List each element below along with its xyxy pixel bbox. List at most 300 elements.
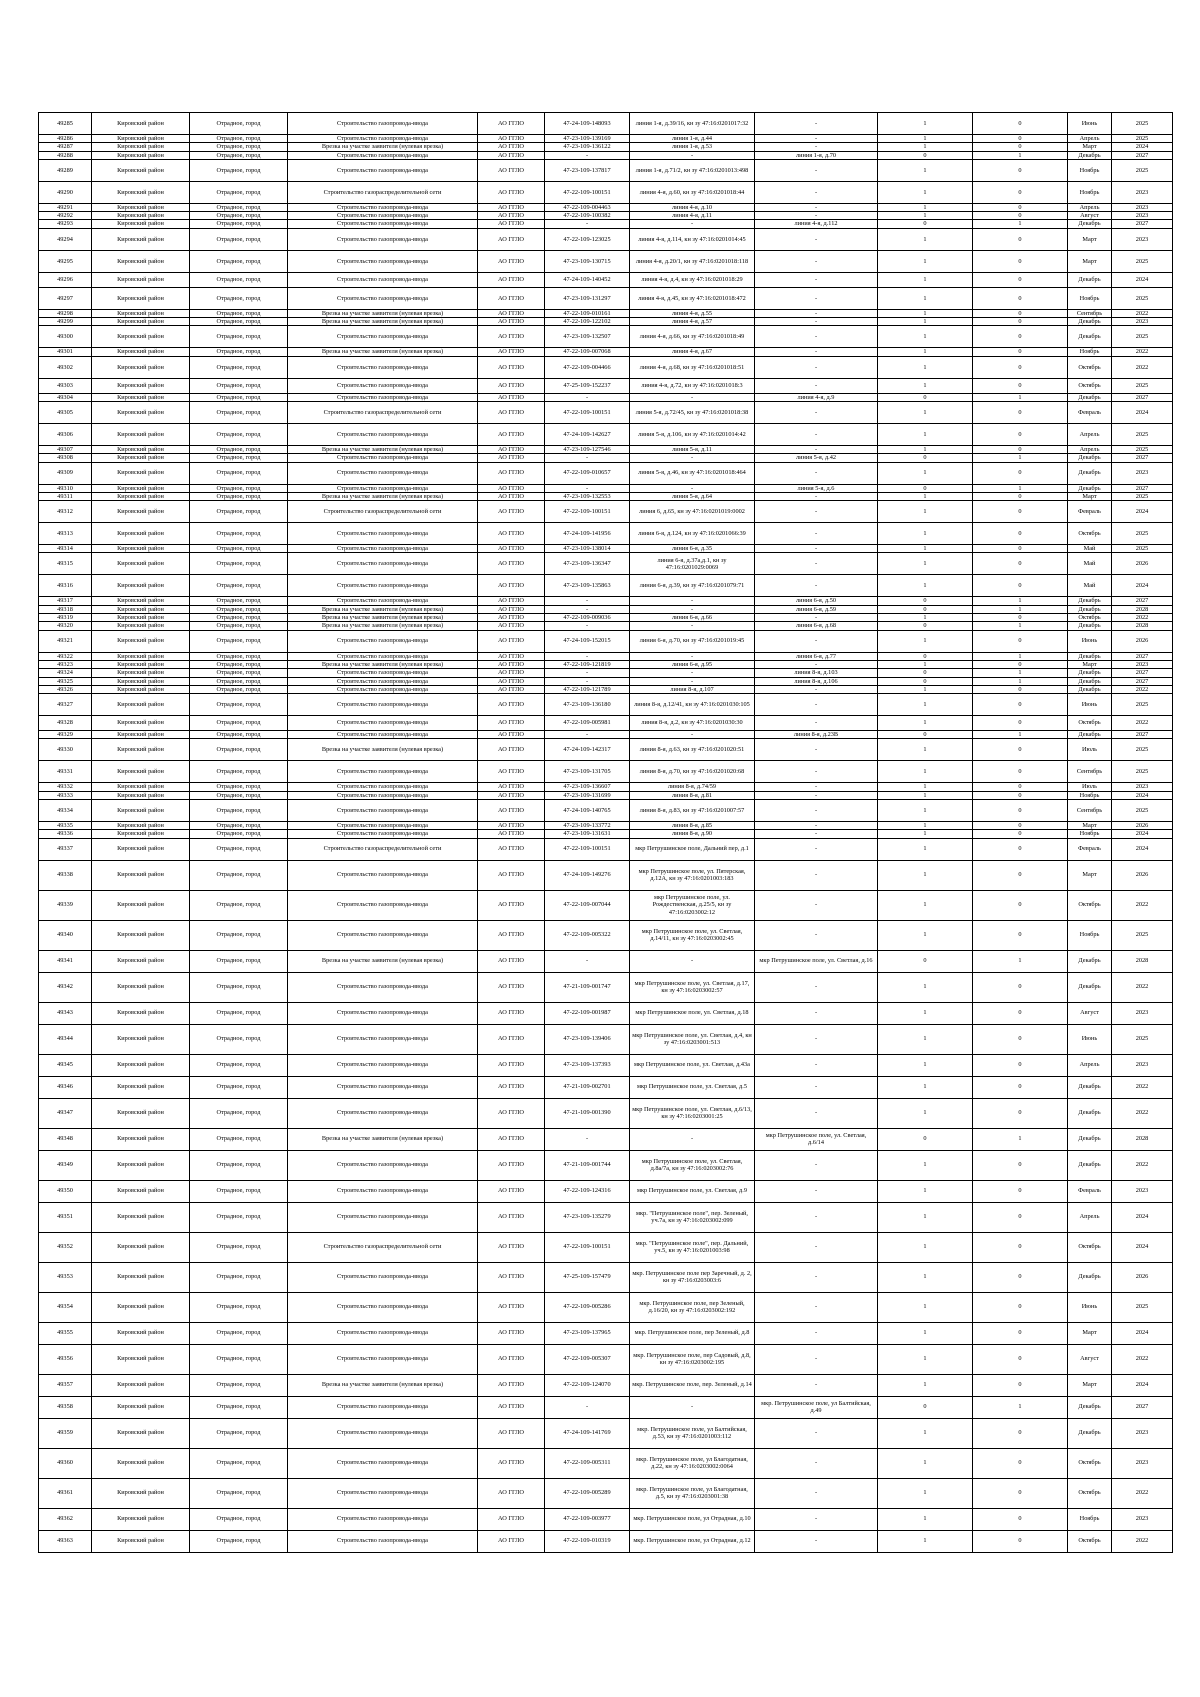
cell-settlement: Отрадное, город (190, 622, 288, 630)
cell-count-planned: 0 (973, 1292, 1068, 1322)
cell-address-planned: - (755, 309, 878, 317)
cell-settlement: Отрадное, город (190, 1150, 288, 1180)
cell-month: Август (1068, 1002, 1112, 1024)
cell-contract-number: 47-22-109-100151 (545, 838, 630, 860)
cell-count-planned: 1 (973, 454, 1068, 462)
cell-month: Март (1068, 250, 1112, 272)
cell-work-type: Строительство газопровода-ввода (288, 1180, 478, 1202)
table-row (39, 523, 1173, 545)
cell-year: 2023 (1112, 1418, 1173, 1448)
cell-row-number: 49363 (39, 1530, 92, 1552)
cell-work-type: Строительство газопровода-ввода (288, 423, 478, 445)
cell-month: Октябрь (1068, 1478, 1112, 1508)
cell-work-type: Врезка на участке заявителя (нулевая врезка) (288, 309, 478, 317)
cell-month: Декабрь (1068, 484, 1112, 492)
cell-district: Кировский район (92, 545, 190, 553)
cell-count-contract: 1 (878, 1232, 973, 1262)
cell-row-number: 49350 (39, 1180, 92, 1202)
cell-row-number: 49308 (39, 454, 92, 462)
cell-count-contract: 0 (878, 393, 973, 401)
cell-organization: АО ГГЛО (478, 1396, 545, 1418)
cell-count-planned: 0 (973, 1374, 1068, 1396)
cell-settlement: Отрадное, город (190, 860, 288, 890)
cell-count-contract: 1 (878, 1262, 973, 1292)
cell-district: Кировский район (92, 423, 190, 445)
cell-settlement: Отрадное, город (190, 1448, 288, 1478)
cell-settlement: Отрадное, город (190, 1054, 288, 1076)
cell-address-planned: - (755, 143, 878, 151)
cell-row-number: 49339 (39, 890, 92, 920)
table-row (39, 838, 1173, 860)
cell-count-planned: 0 (973, 822, 1068, 830)
cell-address-planned: линия 8-я, д.103 (755, 669, 878, 677)
cell-year: 2023 (1112, 181, 1173, 203)
table-row (39, 1054, 1173, 1076)
cell-count-contract: 1 (878, 972, 973, 1002)
cell-work-type: Строительство газопровода-ввода (288, 791, 478, 799)
cell-year: 2024 (1112, 830, 1173, 838)
cell-count-planned: 0 (973, 1076, 1068, 1098)
cell-row-number: 49295 (39, 250, 92, 272)
table-row (39, 326, 1173, 348)
cell-month: Сентябрь (1068, 309, 1112, 317)
cell-count-planned: 0 (973, 685, 1068, 693)
cell-count-planned: 0 (973, 250, 1068, 272)
cell-year: 2028 (1112, 622, 1173, 630)
cell-work-type: Строительство газопровода-ввода (288, 597, 478, 605)
cell-district: Кировский район (92, 660, 190, 668)
cell-year: 2022 (1112, 1150, 1173, 1180)
table-row (39, 501, 1173, 523)
cell-row-number: 49333 (39, 791, 92, 799)
cell-organization: АО ГГЛО (478, 203, 545, 211)
cell-year: 2023 (1112, 660, 1173, 668)
cell-work-type: Строительство газопровода-ввода (288, 1262, 478, 1292)
cell-district: Кировский район (92, 356, 190, 378)
cell-year: 2022 (1112, 972, 1173, 1002)
cell-address-planned: - (755, 501, 878, 523)
cell-address-planned: - (755, 523, 878, 545)
cell-organization: АО ГГЛО (478, 393, 545, 401)
cell-year: 2025 (1112, 694, 1173, 716)
cell-address-planned: - (755, 1262, 878, 1292)
cell-settlement: Отрадное, город (190, 1128, 288, 1150)
cell-month: Декабрь (1068, 950, 1112, 972)
cell-count-planned: 1 (973, 1128, 1068, 1150)
cell-organization: АО ГГЛО (478, 318, 545, 326)
cell-district: Кировский район (92, 614, 190, 622)
cell-work-type: Врезка на участке заявителя (нулевая врезка) (288, 348, 478, 356)
cell-district: Кировский район (92, 1098, 190, 1128)
cell-count-planned: 0 (973, 739, 1068, 761)
cell-month: Декабрь (1068, 622, 1112, 630)
cell-row-number: 49290 (39, 181, 92, 203)
cell-count-contract: 1 (878, 159, 973, 181)
cell-address-planned: - (755, 212, 878, 220)
cell-address-contract: линия 1-я, д.53 (630, 143, 755, 151)
cell-address-planned: - (755, 318, 878, 326)
cell-year: 2023 (1112, 1002, 1173, 1024)
cell-contract-number: 47-22-109-100382 (545, 212, 630, 220)
cell-address-contract: линия 4-я, д.20/1, кн зу 47:16:0201018:118 (630, 250, 755, 272)
cell-contract-number: 47-23-109-136607 (545, 783, 630, 791)
cell-settlement: Отрадное, город (190, 181, 288, 203)
cell-count-planned: 0 (973, 791, 1068, 799)
cell-district: Кировский район (92, 159, 190, 181)
cell-address-planned: мкр. Петрушинское поле, ул Балтийская, д.49 (755, 1396, 878, 1418)
cell-district: Кировский район (92, 484, 190, 492)
cell-count-contract: 0 (878, 731, 973, 739)
cell-work-type: Строительство газопровода-ввода (288, 326, 478, 348)
cell-work-type: Строительство газопровода-ввода (288, 1418, 478, 1448)
cell-district: Кировский район (92, 287, 190, 309)
cell-row-number: 49324 (39, 669, 92, 677)
cell-work-type: Врезка на участке заявителя (нулевая врезка) (288, 492, 478, 500)
cell-count-contract: 1 (878, 212, 973, 220)
cell-address-planned: - (755, 1344, 878, 1374)
cell-year: 2025 (1112, 135, 1173, 143)
cell-count-planned: 0 (973, 1024, 1068, 1054)
table-row (39, 159, 1173, 181)
cell-count-contract: 1 (878, 1344, 973, 1374)
cell-address-contract: линия 6-я, д.70, кн зу 47:16:0201019:45 (630, 630, 755, 652)
table-row (39, 1202, 1173, 1232)
cell-address-planned: - (755, 830, 878, 838)
cell-address-planned: - (755, 1002, 878, 1024)
cell-address-contract: мкр Петрушинское поле, ул. Светлая, д.17, кн зу 47:16:0203002:57 (630, 972, 755, 1002)
cell-row-number: 49306 (39, 423, 92, 445)
cell-settlement: Отрадное, город (190, 1418, 288, 1448)
cell-count-contract: 1 (878, 356, 973, 378)
cell-settlement: Отрадное, город (190, 694, 288, 716)
cell-row-number: 49303 (39, 378, 92, 393)
cell-settlement: Отрадное, город (190, 669, 288, 677)
cell-count-contract: 1 (878, 1292, 973, 1322)
cell-count-planned: 0 (973, 113, 1068, 135)
cell-address-contract: мкр Петрушинское поле, ул. Пятерская, д.12А, кн зу 47:16:0201003:183 (630, 860, 755, 890)
cell-district: Кировский район (92, 761, 190, 783)
cell-work-type: Строительство газопровода-ввода (288, 462, 478, 484)
cell-month: Декабрь (1068, 1396, 1112, 1418)
cell-address-contract: линия 5-я, д.11 (630, 445, 755, 453)
cell-month: Ноябрь (1068, 181, 1112, 203)
cell-organization: АО ГГЛО (478, 761, 545, 783)
cell-organization: АО ГГЛО (478, 378, 545, 393)
cell-address-planned: линия 6-я, д.50 (755, 597, 878, 605)
cell-row-number: 49345 (39, 1054, 92, 1076)
cell-year: 2027 (1112, 652, 1173, 660)
cell-address-planned: - (755, 1054, 878, 1076)
cell-count-planned: 1 (973, 220, 1068, 228)
cell-year: 2022 (1112, 1478, 1173, 1508)
cell-address-contract: линия 8-я, д.90 (630, 830, 755, 838)
cell-address-planned: - (755, 920, 878, 950)
cell-settlement: Отрадное, город (190, 1098, 288, 1128)
cell-settlement: Отрадное, город (190, 220, 288, 228)
table-row (39, 1292, 1173, 1322)
cell-district: Кировский район (92, 523, 190, 545)
cell-count-contract: 1 (878, 685, 973, 693)
cell-district: Кировский район (92, 1232, 190, 1262)
cell-count-planned: 0 (973, 1150, 1068, 1180)
cell-work-type: Врезка на участке заявителя (нулевая врезка) (288, 622, 478, 630)
cell-month: Ноябрь (1068, 791, 1112, 799)
table-row (39, 1322, 1173, 1344)
cell-organization: АО ГГЛО (478, 445, 545, 453)
cell-row-number: 49330 (39, 739, 92, 761)
cell-organization: АО ГГЛО (478, 212, 545, 220)
cell-contract-number: - (545, 1128, 630, 1150)
cell-count-planned: 1 (973, 731, 1068, 739)
cell-settlement: Отрадное, город (190, 143, 288, 151)
table-row (39, 318, 1173, 326)
cell-organization: АО ГГЛО (478, 739, 545, 761)
cell-year: 2026 (1112, 630, 1173, 652)
cell-month: Октябрь (1068, 614, 1112, 622)
cell-row-number: 49331 (39, 761, 92, 783)
cell-count-planned: 0 (973, 1478, 1068, 1508)
cell-address-contract: мкр. Петрушинское поле, ул Отрадная, д.10 (630, 1508, 755, 1530)
cell-row-number: 49310 (39, 484, 92, 492)
cell-row-number: 49320 (39, 622, 92, 630)
table-row (39, 1418, 1173, 1448)
cell-month: Февраль (1068, 1180, 1112, 1202)
cell-contract-number: 47-23-109-138014 (545, 545, 630, 553)
cell-contract-number: 47-21-109-002701 (545, 1076, 630, 1098)
cell-contract-number: 47-23-109-132507 (545, 326, 630, 348)
cell-count-planned: 0 (973, 783, 1068, 791)
table-row (39, 203, 1173, 211)
cell-work-type: Строительство газопровода-ввода (288, 677, 478, 685)
cell-work-type: Строительство газораспределительной сети (288, 401, 478, 423)
cell-contract-number: 47-22-109-100151 (545, 501, 630, 523)
cell-settlement: Отрадное, город (190, 685, 288, 693)
cell-district: Кировский район (92, 454, 190, 462)
table-row (39, 1002, 1173, 1024)
cell-count-contract: 1 (878, 462, 973, 484)
cell-organization: АО ГГЛО (478, 860, 545, 890)
cell-row-number: 49304 (39, 393, 92, 401)
cell-address-contract: - (630, 220, 755, 228)
cell-organization: АО ГГЛО (478, 1418, 545, 1448)
cell-count-planned: 0 (973, 318, 1068, 326)
cell-work-type: Строительство газопровода-ввода (288, 830, 478, 838)
cell-settlement: Отрадное, город (190, 1262, 288, 1292)
cell-count-planned: 0 (973, 378, 1068, 393)
cell-month: Октябрь (1068, 1448, 1112, 1478)
cell-address-contract: мкр. "Петрушинское поле", пер. Зеленый, уч.7а, кн зу 47:16:0203002:099 (630, 1202, 755, 1232)
cell-work-type: Строительство газопровода-ввода (288, 1024, 478, 1054)
cell-address-contract: линия 5-я, д.72/45, кн зу 47:16:0201018:38 (630, 401, 755, 423)
cell-address-planned: - (755, 1478, 878, 1508)
cell-district: Кировский район (92, 575, 190, 597)
cell-year: 2024 (1112, 1202, 1173, 1232)
cell-organization: АО ГГЛО (478, 545, 545, 553)
cell-count-contract: 1 (878, 694, 973, 716)
cell-count-contract: 1 (878, 401, 973, 423)
cell-count-contract: 1 (878, 860, 973, 890)
cell-address-contract: - (630, 652, 755, 660)
cell-address-planned: линия 6-я, д.59 (755, 605, 878, 613)
cell-district: Кировский район (92, 1202, 190, 1232)
cell-work-type: Строительство газопровода-ввода (288, 220, 478, 228)
table-row (39, 423, 1173, 445)
cell-organization: АО ГГЛО (478, 553, 545, 575)
cell-address-planned: линия 8-я, д.23В (755, 731, 878, 739)
cell-count-contract: 1 (878, 1076, 973, 1098)
cell-count-contract: 0 (878, 484, 973, 492)
cell-row-number: 49319 (39, 614, 92, 622)
cell-row-number: 49361 (39, 1478, 92, 1508)
cell-count-planned: 0 (973, 423, 1068, 445)
cell-settlement: Отрадное, город (190, 272, 288, 287)
cell-year: 2028 (1112, 950, 1173, 972)
cell-year: 2022 (1112, 356, 1173, 378)
cell-month: Ноябрь (1068, 159, 1112, 181)
cell-row-number: 49318 (39, 605, 92, 613)
cell-settlement: Отрадное, город (190, 1024, 288, 1054)
cell-row-number: 49360 (39, 1448, 92, 1478)
cell-address-planned: - (755, 135, 878, 143)
cell-count-planned: 1 (973, 597, 1068, 605)
cell-address-contract: мкр Петрушинское поле, ул. Светлая, д.43а (630, 1054, 755, 1076)
cell-month: Декабрь (1068, 1128, 1112, 1150)
cell-count-planned: 0 (973, 287, 1068, 309)
cell-month: Февраль (1068, 838, 1112, 860)
cell-organization: АО ГГЛО (478, 685, 545, 693)
cell-contract-number: 47-23-109-136180 (545, 694, 630, 716)
cell-month: Октябрь (1068, 378, 1112, 393)
cell-row-number: 49298 (39, 309, 92, 317)
cell-count-contract: 1 (878, 791, 973, 799)
cell-count-contract: 0 (878, 1128, 973, 1150)
cell-settlement: Отрадное, город (190, 401, 288, 423)
cell-district: Кировский район (92, 1448, 190, 1478)
cell-count-contract: 1 (878, 630, 973, 652)
cell-count-contract: 1 (878, 822, 973, 830)
cell-address-planned: - (755, 838, 878, 860)
table-row (39, 1448, 1173, 1478)
cell-contract-number: - (545, 950, 630, 972)
cell-address-contract: мкр. Петрушинское поле, пер. Зеленый, д.14 (630, 1374, 755, 1396)
cell-row-number: 49293 (39, 220, 92, 228)
cell-address-contract: мкр. Петрушинское поле, пер Садовый, д.8, кн зу 47:16:0203002:195 (630, 1344, 755, 1374)
cell-address-planned: - (755, 1322, 878, 1344)
table-row (39, 545, 1173, 553)
cell-count-contract: 1 (878, 423, 973, 445)
cell-year: 2025 (1112, 113, 1173, 135)
cell-row-number: 49326 (39, 685, 92, 693)
cell-district: Кировский район (92, 1508, 190, 1530)
cell-row-number: 49315 (39, 553, 92, 575)
cell-year: 2022 (1112, 309, 1173, 317)
cell-organization: АО ГГЛО (478, 1098, 545, 1128)
cell-work-type: Строительство газопровода-ввода (288, 761, 478, 783)
table-row (39, 660, 1173, 668)
cell-year: 2025 (1112, 326, 1173, 348)
cell-address-contract: - (630, 393, 755, 401)
cell-settlement: Отрадное, город (190, 605, 288, 613)
cell-count-contract: 1 (878, 1002, 973, 1024)
cell-settlement: Отрадное, город (190, 492, 288, 500)
cell-work-type: Врезка на участке заявителя (нулевая врезка) (288, 1374, 478, 1396)
cell-month: Декабрь (1068, 597, 1112, 605)
cell-address-contract: линия 8-я, д.85 (630, 822, 755, 830)
cell-organization: АО ГГЛО (478, 630, 545, 652)
cell-district: Кировский район (92, 920, 190, 950)
cell-district: Кировский район (92, 181, 190, 203)
cell-row-number: 49359 (39, 1418, 92, 1448)
cell-settlement: Отрадное, город (190, 228, 288, 250)
cell-organization: АО ГГЛО (478, 1232, 545, 1262)
cell-organization: АО ГГЛО (478, 401, 545, 423)
cell-contract-number: 47-23-109-131705 (545, 761, 630, 783)
cell-address-contract: - (630, 597, 755, 605)
cell-work-type: Строительство газопровода-ввода (288, 694, 478, 716)
cell-work-type: Строительство газопровода-ввода (288, 731, 478, 739)
cell-address-contract: линия 4-я, д.66, кн зу 47:16:0201018:49 (630, 326, 755, 348)
table-row (39, 890, 1173, 920)
cell-month: Апрель (1068, 445, 1112, 453)
cell-month: Февраль (1068, 401, 1112, 423)
cell-organization: АО ГГЛО (478, 1180, 545, 1202)
cell-contract-number: 47-24-109-149276 (545, 860, 630, 890)
cell-row-number: 49302 (39, 356, 92, 378)
cell-organization: АО ГГЛО (478, 830, 545, 838)
table-row (39, 135, 1173, 143)
cell-count-contract: 1 (878, 309, 973, 317)
cell-work-type: Строительство газораспределительной сети (288, 838, 478, 860)
cell-address-planned: линия 4-я, д.112 (755, 220, 878, 228)
cell-work-type: Строительство газопровода-ввода (288, 800, 478, 822)
cell-district: Кировский район (92, 462, 190, 484)
cell-row-number: 49323 (39, 660, 92, 668)
cell-settlement: Отрадное, город (190, 501, 288, 523)
cell-contract-number: 47-22-109-100151 (545, 401, 630, 423)
cell-count-contract: 0 (878, 622, 973, 630)
cell-address-planned: - (755, 800, 878, 822)
cell-work-type: Строительство газопровода-ввода (288, 553, 478, 575)
cell-count-contract: 1 (878, 1478, 973, 1508)
cell-count-contract: 0 (878, 220, 973, 228)
cell-district: Кировский район (92, 326, 190, 348)
cell-month: Март (1068, 228, 1112, 250)
cell-district: Кировский район (92, 135, 190, 143)
cell-year: 2023 (1112, 1508, 1173, 1530)
cell-address-planned: - (755, 685, 878, 693)
cell-address-planned: линия 8-я, д.106 (755, 677, 878, 685)
cell-address-contract: - (630, 669, 755, 677)
cell-year: 2023 (1112, 203, 1173, 211)
cell-count-planned: 0 (973, 800, 1068, 822)
cell-month: Март (1068, 143, 1112, 151)
cell-month: Апрель (1068, 423, 1112, 445)
cell-organization: АО ГГЛО (478, 1002, 545, 1024)
cell-contract-number: - (545, 454, 630, 462)
cell-settlement: Отрадное, город (190, 393, 288, 401)
cell-count-planned: 0 (973, 972, 1068, 1002)
cell-count-planned: 0 (973, 761, 1068, 783)
cell-contract-number: 47-22-109-124316 (545, 1180, 630, 1202)
cell-year: 2027 (1112, 151, 1173, 159)
cell-work-type: Строительство газопровода-ввода (288, 685, 478, 693)
cell-organization: АО ГГЛО (478, 272, 545, 287)
cell-count-contract: 0 (878, 151, 973, 159)
cell-work-type: Строительство газопровода-ввода (288, 575, 478, 597)
cell-settlement: Отрадное, город (190, 1202, 288, 1232)
cell-organization: АО ГГЛО (478, 669, 545, 677)
cell-contract-number: 47-23-109-137817 (545, 159, 630, 181)
